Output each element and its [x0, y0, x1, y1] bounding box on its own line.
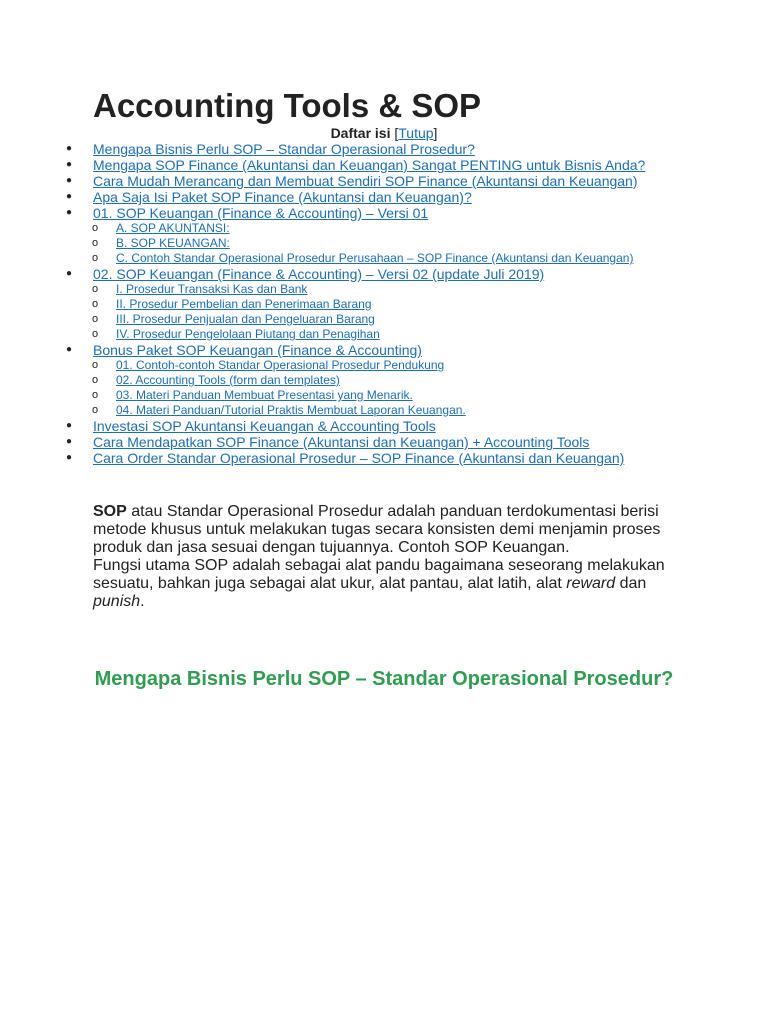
toc-item [0, 342, 700, 358]
circle-bullet-icon: o [92, 237, 99, 249]
bullet-icon: ● [66, 452, 73, 463]
toc-item [0, 450, 700, 466]
toc-item [0, 157, 700, 173]
toc-subitem [0, 297, 700, 312]
toc-link[interactable]: Investasi SOP Akuntansi Keuangan & Accounting Tools [93, 418, 436, 434]
function-text: Fungsi utama SOP adalah sebagai alat pandu bagaimana seseorang melakukan sesuatu, bahkan juga sebagai alat ukur, alat pantau, alat latih, alat [93, 557, 665, 592]
page-title: Accounting Tools & SOP [93, 87, 482, 124]
toc-sublink[interactable]: 02. Accounting Tools (form dan templates) [116, 373, 340, 387]
toc-sublink[interactable]: 03. Materi Panduan Membuat Presentasi yang Menarik. [116, 388, 413, 402]
bullet-icon: ● [66, 175, 73, 186]
bullet-icon: ● [66, 268, 73, 279]
toc-sublink[interactable]: A. SOP AKUNTANSI: [116, 221, 230, 235]
circle-bullet-icon: o [92, 252, 99, 264]
bullet-icon: ● [66, 420, 73, 431]
toc-toggle-link[interactable]: Tutup [398, 125, 434, 141]
toc-open-bracket: [ [394, 125, 399, 141]
toc-label: Daftar isi [330, 125, 391, 141]
toc-subitem [0, 221, 700, 236]
toc-header [0, 125, 768, 141]
circle-bullet-icon: o [92, 404, 99, 416]
toc-subitem [0, 373, 700, 388]
sop-term: SOP [93, 503, 127, 520]
bullet-icon: ● [66, 207, 73, 218]
toc-item [0, 189, 700, 205]
circle-bullet-icon: o [92, 389, 99, 401]
circle-bullet-icon: o [92, 328, 99, 340]
bullet-icon: ● [66, 159, 73, 170]
toc-sublink[interactable]: III. Prosedur Penjualan dan Pengeluaran Barang [116, 312, 375, 326]
intro-definition: atau Standar Operasional Prosedur adalah panduan terdokumentasi berisi metode khusus untuk melakukan tugas secara konsisten demi menjamin proses produk dan jasa sesuai dengan tujuannya. Contoh SOP Keuangan. [93, 503, 661, 556]
toc-link[interactable]: Cara Mendapatkan SOP Finance (Akuntansi dan Keuangan) + Accounting Tools [93, 434, 590, 450]
toc-close-bracket: ] [433, 125, 438, 141]
function-paragraph [93, 557, 673, 611]
bullet-icon: ● [66, 191, 73, 202]
bullet-icon: ● [66, 143, 73, 154]
toc-subitem [0, 312, 700, 327]
toc-item [0, 434, 700, 450]
toc-subitem [0, 236, 700, 251]
bullet-icon: ● [66, 344, 73, 355]
toc-item [0, 173, 700, 189]
toc-item [0, 141, 700, 157]
intro-paragraph [93, 503, 673, 557]
circle-bullet-icon: o [92, 359, 99, 371]
toc-link[interactable]: Cara Mudah Merancang dan Membuat Sendiri SOP Finance (Akuntansi dan Keuangan) [93, 173, 638, 189]
toc-link[interactable]: Bonus Paket SOP Keuangan (Finance & Accounting) [93, 342, 422, 358]
intro-text [93, 503, 673, 611]
toc-item [0, 205, 700, 221]
toc-sublink[interactable]: 01. Contoh-contoh Standar Operasional Prosedur Pendukung [116, 358, 445, 372]
circle-bullet-icon: o [92, 313, 99, 325]
bullet-icon: ● [66, 436, 73, 447]
toc-subitem [0, 403, 700, 418]
table-of-contents [0, 141, 700, 466]
section-heading: Mengapa Bisnis Perlu SOP – Standar Operasional Prosedur? [94, 668, 674, 690]
function-text-end: . [140, 593, 145, 610]
reward-term: reward [566, 575, 616, 592]
circle-bullet-icon: o [92, 374, 99, 386]
toc-link[interactable]: 01. SOP Keuangan (Finance & Accounting) – Versi 01 [93, 205, 429, 221]
toc-link[interactable]: Mengapa Bisnis Perlu SOP – Standar Operasional Prosedur? [93, 141, 475, 157]
toc-sublink[interactable]: II. Prosedur Pembelian dan Penerimaan Barang [116, 297, 372, 311]
toc-subitem [0, 388, 700, 403]
toc-link[interactable]: Mengapa SOP Finance (Akuntansi dan Keuangan) Sangat PENTING untuk Bisnis Anda? [93, 157, 646, 173]
toc-item [0, 266, 700, 282]
toc-sublink[interactable]: IV. Prosedur Pengelolaan Piutang dan Penagihan [116, 327, 380, 341]
toc-item [0, 418, 700, 434]
circle-bullet-icon: o [92, 222, 99, 234]
toc-link[interactable]: Apa Saja Isi Paket SOP Finance (Akuntansi dan Keuangan)? [93, 189, 472, 205]
function-text-and: dan [615, 575, 647, 592]
toc-subitem [0, 251, 700, 266]
toc-subitem [0, 327, 700, 342]
toc-sublink[interactable]: I. Prosedur Transaksi Kas dan Bank [116, 282, 308, 296]
toc-subitem [0, 282, 700, 297]
toc-link[interactable]: Cara Order Standar Operasional Prosedur – SOP Finance (Akuntansi dan Keuangan) [93, 450, 625, 466]
toc-subitem [0, 358, 700, 373]
toc-link[interactable]: 02. SOP Keuangan (Finance & Accounting) – Versi 02 (update Juli 2019) [93, 266, 545, 282]
toc-sublink[interactable]: C. Contoh Standar Operasional Prosedur Perusahaan – SOP Finance (Akuntansi dan Keuangan) [116, 251, 634, 265]
punish-term: punish [93, 593, 141, 610]
toc-sublink[interactable]: 04. Materi Panduan/Tutorial Praktis Membuat Laporan Keuangan. [116, 403, 466, 417]
circle-bullet-icon: o [92, 283, 99, 295]
toc-sublink[interactable]: B. SOP KEUANGAN: [116, 236, 230, 250]
circle-bullet-icon: o [92, 298, 99, 310]
